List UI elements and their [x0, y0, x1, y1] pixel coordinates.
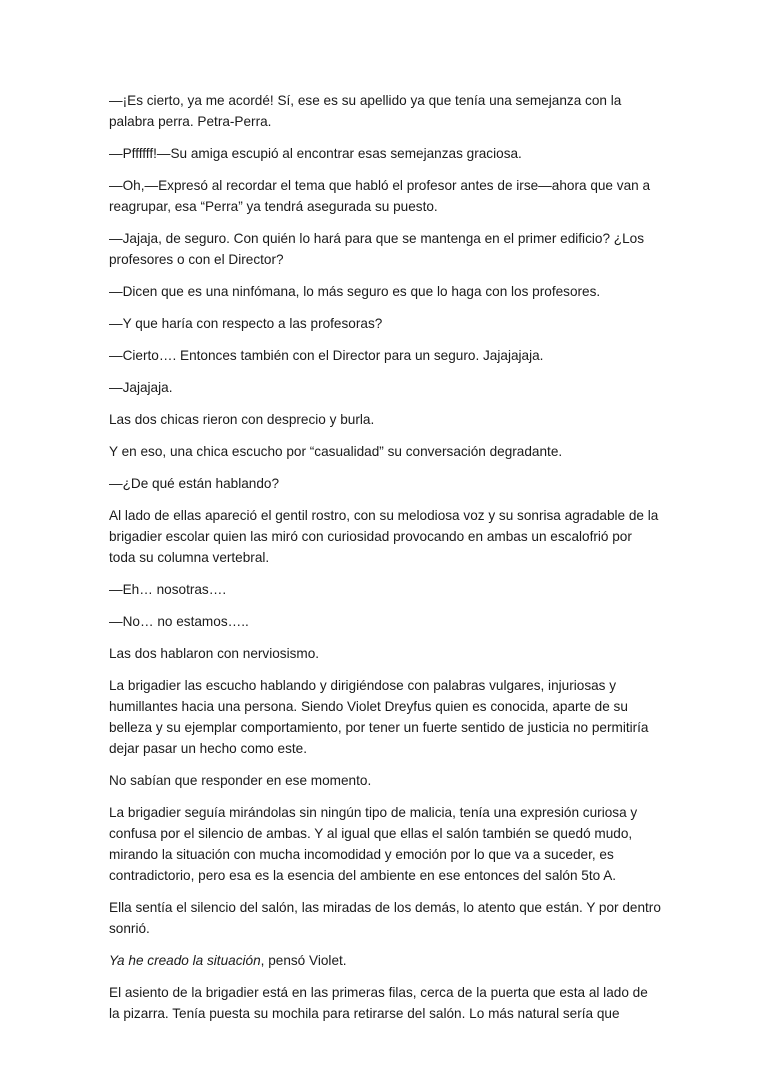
paragraph-thought	[109, 950, 661, 971]
paragraph-18: La brigadier seguía mirándolas sin ningún tipo de malicia, tenía una expresión curiosa y confusa por el silencio de ambas. Y al igual que ellas el salón también se quedó mudo, mirando la situación con mucha incomodidad y emoción por lo que va a suceder, es contradictorio, pero esa es la esencia del ambiente en ese entonces del salón 5to A.	[109, 805, 638, 883]
thought-italic-text: Ya he creado la situación	[109, 953, 261, 968]
thought-rest-text: , pensó Violet.	[260, 953, 347, 968]
paragraph-13: —Eh… nosotras….	[109, 582, 227, 597]
paragraph-4: —Jajaja, de seguro. Con quién lo hará para que se mantenga en el primer edificio? ¿Los profesores o con el Director?	[109, 231, 645, 267]
paragraph-6: —Y que haría con respecto a las profesoras?	[109, 316, 383, 331]
paragraph-9: Las dos chicas rieron con desprecio y burla.	[109, 412, 375, 427]
paragraph-16: La brigadier las escucho hablando y dirigiéndose con palabras vulgares, injuriosas y humillantes hacia una persona. Siendo Violet Dreyfus quien es conocida, aparte de su belleza y su ejemplar comportamiento, por tener un fuerte sentido de justicia no permitiría dejar pasar un hecho como este.	[109, 678, 649, 756]
paragraph-7: —Cierto…. Entonces también con el Director para un seguro. Jajajajaja.	[109, 348, 544, 363]
paragraph-10: Y en eso, una chica escucho por “casualidad” su conversación degradante.	[109, 444, 563, 459]
paragraph-5: —Dicen que es una ninfómana, lo más seguro es que lo haga con los profesores.	[109, 284, 601, 299]
paragraph-1: —¡Es cierto, ya me acordé! Sí, ese es su apellido ya que tenía una semejanza con la palabra perra. Petra-Perra.	[109, 93, 622, 129]
paragraph-19: Ella sentía el silencio del salón, las miradas de los demás, lo atento que están. Y por dentro sonrió.	[109, 900, 661, 936]
paragraph-12: Al lado de ellas apareció el gentil rostro, con su melodiosa voz y su sonrisa agradable de la brigadier escolar quien las miró con curiosidad provocando en ambas un escalofrió por toda su columna vertebral.	[109, 508, 659, 565]
paragraph-14: —No… no estamos…..	[109, 614, 249, 629]
paragraph-final: El asiento de la brigadier está en las primeras filas, cerca de la puerta que esta al lado de la pizarra. Tenía puesta su mochila para retirarse del salón. Lo más natural sería que	[109, 985, 648, 1021]
paragraph-15: Las dos hablaron con nerviosismo.	[109, 646, 320, 661]
paragraph-11: —¿De qué están hablando?	[109, 476, 280, 491]
paragraph-2: —Pffffff!—Su amiga escupió al encontrar esas semejanzas graciosa.	[109, 146, 522, 161]
paragraph-3: —Oh,—Expresó al recordar el tema que habló el profesor antes de irse—ahora que van a reagrupar, esa “Perra” ya tendrá asegurada su puesto.	[109, 178, 651, 214]
document-body	[109, 90, 661, 1035]
paragraph-8: —Jajajaja.	[109, 380, 173, 395]
paragraph-17: No sabían que responder en ese momento.	[109, 773, 372, 788]
